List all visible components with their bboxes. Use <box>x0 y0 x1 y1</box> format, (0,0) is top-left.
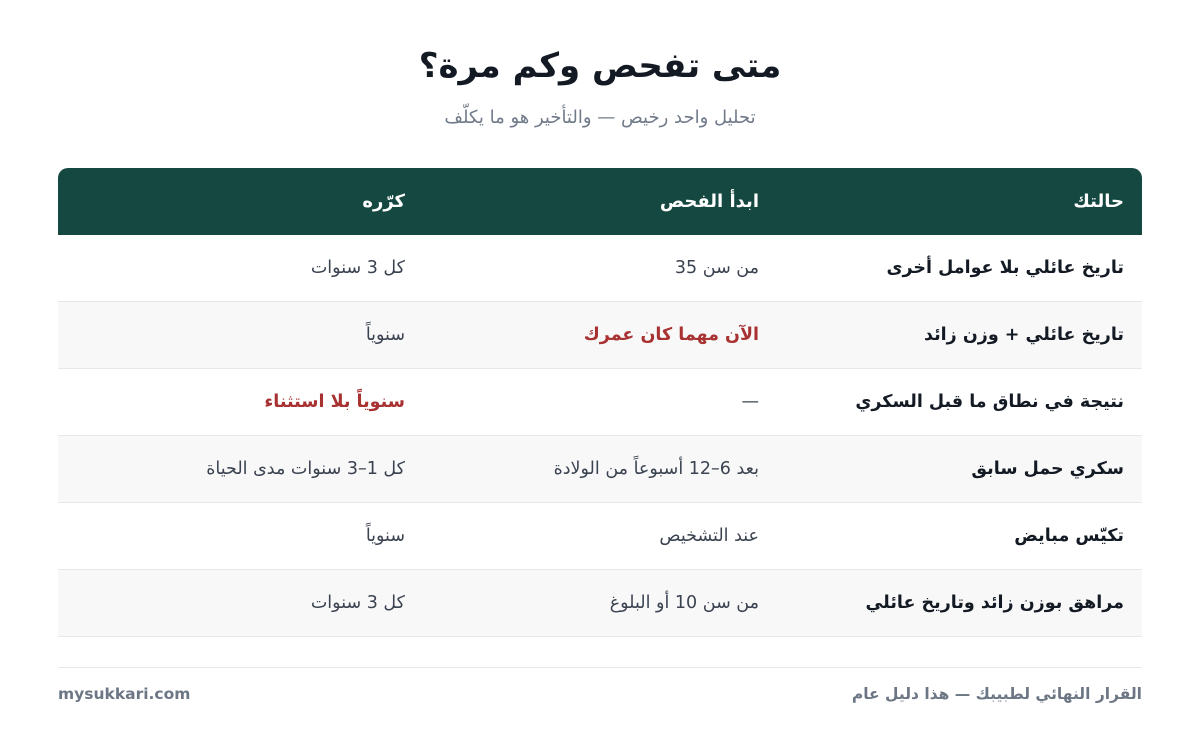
footer-disclaimer: القرار النهائي لطبيبك — هذا دليل عام <box>851 685 1142 703</box>
cell-situation: تكيّس مبايض <box>1014 526 1124 546</box>
cell-situation: سكري حمل سابق <box>971 459 1124 479</box>
column-header-repeat: كرّره <box>362 191 405 212</box>
page-title: متى تفحص وكم مرة؟ <box>418 46 782 86</box>
cell-repeat: سنوياً بلا استثناء <box>264 392 405 412</box>
cell-start: من سن 35 <box>674 258 759 278</box>
cell-repeat: كل 3 سنوات <box>310 593 405 613</box>
footer <box>58 667 1142 703</box>
cell-repeat: سنوياً <box>365 526 405 546</box>
cell-situation: نتيجة في نطاق ما قبل السكري <box>855 392 1124 412</box>
table-row <box>58 570 1142 637</box>
cell-repeat: كل 3 سنوات <box>310 258 405 278</box>
cell-start: الآن مهما كان عمرك <box>583 325 759 345</box>
cell-repeat: سنوياً <box>365 325 405 345</box>
page-subtitle: تحليل واحد رخيص — والتأخير هو ما يكلّف <box>444 107 756 128</box>
column-header-start: ابدأ الفحص <box>659 191 759 212</box>
cell-situation: مراهق بوزن زائد وتاريخ عائلي <box>865 593 1124 613</box>
cell-start: — <box>741 392 759 412</box>
table-row <box>58 436 1142 503</box>
cell-start: عند التشخيص <box>659 526 759 546</box>
footer-site-link[interactable]: mysukkari.com <box>58 685 191 703</box>
cell-repeat: كل 1–3 سنوات مدى الحياة <box>206 459 405 479</box>
column-header-situation: حالتك <box>1073 191 1124 212</box>
screening-table <box>58 168 1142 637</box>
cell-start: بعد 6–12 أسبوعاً من الولادة <box>553 459 759 479</box>
cell-start: من سن 10 أو البلوغ <box>609 593 759 613</box>
table-row <box>58 369 1142 436</box>
table-row <box>58 235 1142 302</box>
cell-situation: تاريخ عائلي + وزن زائد <box>923 325 1124 345</box>
cell-situation: تاريخ عائلي بلا عوامل أخرى <box>886 258 1124 278</box>
table-row <box>58 302 1142 369</box>
table-header <box>58 168 1142 235</box>
table-row <box>58 503 1142 570</box>
